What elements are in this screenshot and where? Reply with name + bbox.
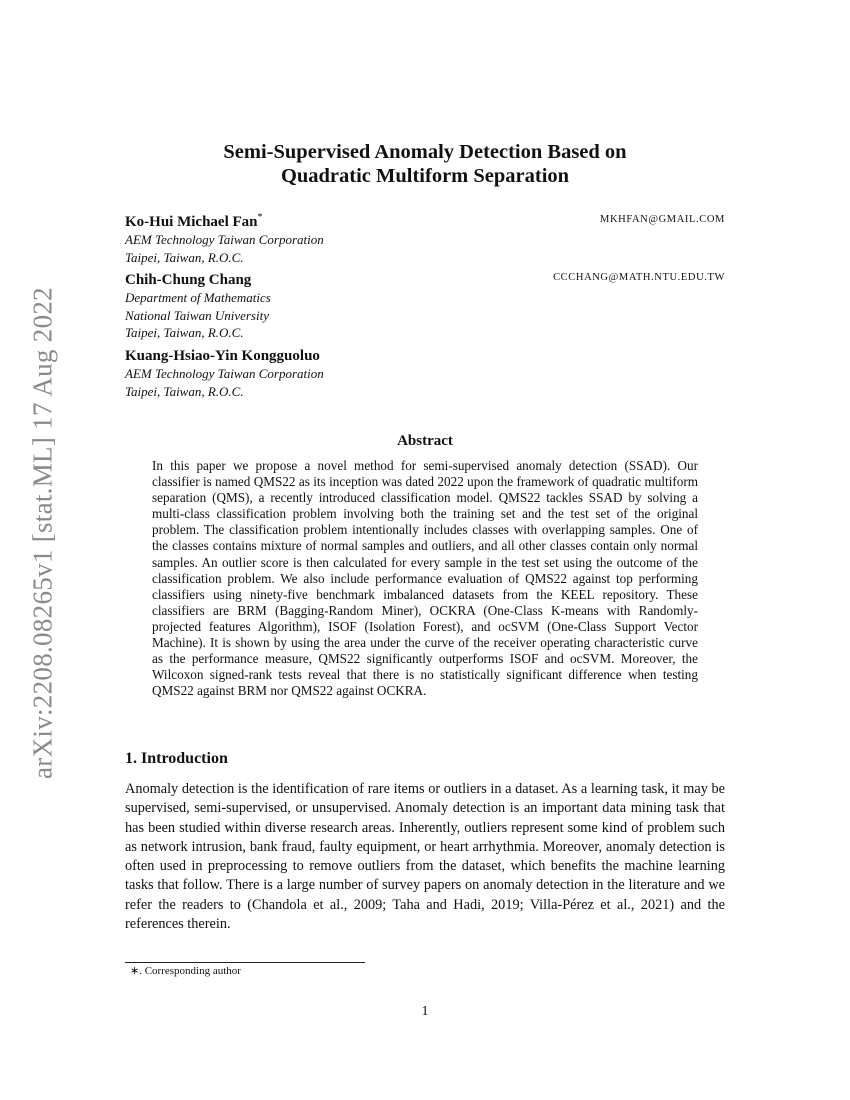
arxiv-identifier-stamp <box>22 260 64 805</box>
author-email: MKHFAN@GMAIL.COM <box>600 214 725 225</box>
author-block-3 <box>125 345 725 400</box>
author-affiliation-line: Taipei, Taiwan, R.O.C. <box>125 249 244 265</box>
author-name: Ko-Hui Michael Fan* <box>125 212 263 230</box>
footnote: ∗. Corresponding author <box>130 965 241 977</box>
author-name: Chih-Chung Chang <box>125 272 252 288</box>
paper-title <box>125 140 725 188</box>
author-affiliation-line: National Taiwan University <box>125 307 269 323</box>
footnote-divider <box>125 962 365 963</box>
author-affiliation-line: AEM Technology Taiwan Corporation <box>125 366 324 381</box>
author-affiliation-line: AEM Technology Taiwan Corporation <box>125 232 324 247</box>
introduction-paragraph: Anomaly detection is the identification of rare items or outliers in a dataset. As a learning task, it may be supervised, semi-supervised, or unsupervised. Anomaly detection is an important data mining task that has been studied within diverse research areas. Inherently, outliers represent some kind of problem such as network intrusion, bank fraud, faulty equipment, or heart arrhythmia. Moreover, anomaly detection is often used in preprocessing to remove outliers from the dataset, which benefits the machine learning tasks that follow. There is a large number of survey papers on anomaly detection in the literature and we refer the readers to (Chandola et al., 2009; Taha and Hadi, 2019; Villa-Pérez et al., 2021) and the references therein. <box>125 781 725 933</box>
title-line-2: Quadratic Multiform Separation <box>280 165 570 187</box>
page-number: 1 <box>421 1004 429 1019</box>
author-email: CCCHANG@MATH.NTU.EDU.TW <box>553 272 725 283</box>
author-block-2 <box>125 269 725 342</box>
author-block-1 <box>125 211 725 266</box>
abstract-text: In this paper we propose a novel method for semi-supervised anomaly detection (SSAD). Our classifier is named QMS22 as its inception was dated 2022 upon the framework of quadratic multiform separation (QMS), a recently introduced classification model. QMS22 tackles SSAD by solving a multi-class classification problem involving both the training set and the test set of the original problem. The classification problem intentionally includes classes with overlapping samples. One of the classes contains mixture of normal samples and outliers, and all other classes contain only normal samples. An outlier score is then calculated for every sample in the test set using the outcome of the classification problem. We also include performance evaluation of QMS22 against top performing classifiers using ninety-five benchmark imbalanced datasets from the KEEL repository. These classifiers are BRM (Bagging-Random Miner), OCKRA (One-Class K-means with Randomly-projected features Algorithm), ISOF (Isolation Forest), and ocSVM (One-Class Support Vector Machine). It is shown by using the area under the curve of the receiver operating characteristic curve as the performance measure, QMS22 significantly outperforms ISOF and ocSVM. Moreover, the Wilcoxon signed-rank tests reveal that there is no statistically significant difference when testing QMS22 against BRM nor QMS22 against OCKRA. <box>152 458 698 699</box>
abstract-heading: Abstract <box>397 433 453 449</box>
title-line-1: Semi-Supervised Anomaly Detection Based on <box>223 141 627 163</box>
author-name: Kuang-Hsiao-Yin Kongguoluo <box>125 348 320 364</box>
section-heading-introduction: 1. Introduction <box>125 750 228 767</box>
author-affiliation-line: Taipei, Taiwan, R.O.C. <box>125 383 244 399</box>
author-affiliation-line: Taipei, Taiwan, R.O.C. <box>125 325 244 340</box>
corresponding-mark: * <box>257 212 263 223</box>
arxiv-identifier-text: arXiv:2208.08265v1 [stat.ML] 17 Aug 2022 <box>27 286 58 779</box>
author-affiliation-line: Department of Mathematics <box>125 290 271 305</box>
